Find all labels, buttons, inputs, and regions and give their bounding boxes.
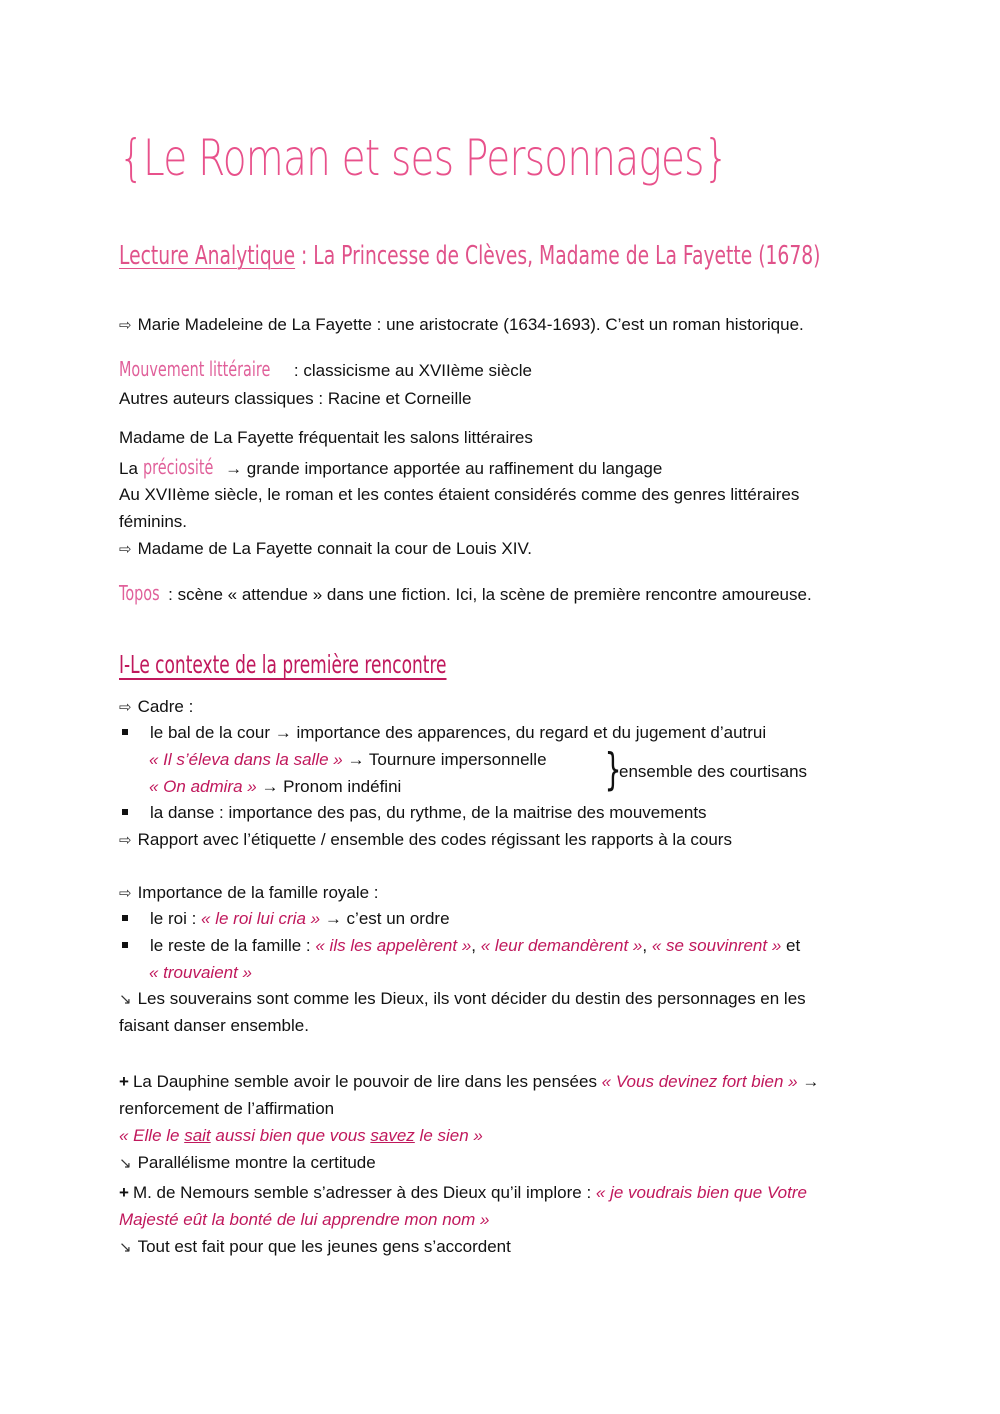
cadre-line: ⇨ Cadre : bbox=[119, 697, 194, 716]
conclusion-line: ↘ Tout est fait pour que les jeunes gens s’accordent bbox=[119, 1237, 511, 1256]
topos-label: Topos bbox=[119, 581, 160, 605]
genres-line-2: féminins. bbox=[119, 512, 188, 531]
bullet-bal: le bal de la cour → importance des apparences, du regard et du jugement d’autrui bbox=[119, 722, 766, 744]
bullet-icon bbox=[122, 915, 128, 921]
topos-line: Topos : scène « attendue » dans une fiction. Ici, la scène de première rencontre amoureuse. bbox=[119, 581, 812, 605]
bullet-icon bbox=[122, 942, 128, 948]
bullet-reste: le reste de la famille : « ils les appelèrent », « leur demandèrent », « se souvinrent » et bbox=[119, 935, 800, 957]
page-title: {Le Roman et ses Personnages} bbox=[119, 129, 728, 187]
down-right-arrow-icon: ↘ bbox=[119, 1154, 132, 1172]
nemours-line-2: Majesté eût la bonté de lui apprendre mon nom » bbox=[119, 1210, 490, 1229]
bullet-icon bbox=[122, 729, 128, 735]
quote-line-1: « Il s’éleva dans la salle » → Tournure impersonnelle bbox=[149, 750, 547, 769]
cour-line: ⇨ Madame de La Fayette connait la cour de Louis XIV. bbox=[119, 539, 532, 558]
dauphine-line-2: renforcement de l’affirmation bbox=[119, 1099, 335, 1118]
etiquette-line: ⇨ Rapport avec l’étiquette / ensemble des codes régissant les rapports à la cours bbox=[119, 830, 732, 849]
hollow-arrow-icon: ⇨ bbox=[119, 884, 132, 902]
plus-icon: + bbox=[119, 1183, 129, 1202]
reste-continuation: « trouvaient » bbox=[149, 963, 253, 982]
nemours-line: + M. de Nemours semble s’adresser à des Dieux qu’il implore : « je voudrais bien que Votre bbox=[119, 1183, 807, 1202]
right-brace-icon: } bbox=[604, 744, 622, 795]
preciosite-label: préciosité bbox=[142, 455, 213, 479]
hollow-arrow-icon: ⇨ bbox=[119, 831, 132, 849]
hollow-arrow-icon: ⇨ bbox=[119, 698, 132, 716]
bullet-roi: le roi : « le roi lui cria » → c’est un ordre bbox=[119, 908, 450, 930]
salons-line: Madame de La Fayette fréquentait les salons littéraires bbox=[119, 428, 533, 447]
author-line: ⇨ Marie Madeleine de La Fayette : une aristocrate (1634-1693). C’est un roman historique. bbox=[119, 315, 804, 334]
brace-label: ensemble des courtisans bbox=[619, 762, 808, 781]
genres-line-1: Au XVIIème siècle, le roman et les contes étaient considérés comme des genres littéraires bbox=[119, 485, 800, 504]
quote-line-2: « On admira » → Pronom indéfini bbox=[149, 777, 402, 796]
souverains-line-2: faisant danser ensemble. bbox=[119, 1016, 309, 1035]
other-authors-line: Autres auteurs classiques : Racine et Corneille bbox=[119, 389, 472, 408]
dauphine-line: + La Dauphine semble avoir le pouvoir de lire dans les pensées « Vous devinez fort bien » → bbox=[119, 1072, 820, 1091]
down-right-arrow-icon: ↘ bbox=[119, 990, 132, 1008]
subtitle-label: Lecture Analytique bbox=[119, 241, 296, 271]
souverains-line-1: ↘ Les souverains sont comme les Dieux, ils vont décider du destin des personnages en les bbox=[119, 989, 806, 1008]
famille-line: ⇨ Importance de la famille royale : bbox=[119, 883, 379, 902]
down-right-arrow-icon: ↘ bbox=[119, 1238, 132, 1256]
movement-line: Mouvement littéraire : classicisme au XVIIème siècle bbox=[119, 357, 533, 381]
subtitle bbox=[119, 240, 820, 272]
bullet-icon bbox=[122, 809, 128, 815]
hollow-arrow-icon: ⇨ bbox=[119, 316, 132, 334]
hollow-arrow-icon: ⇨ bbox=[119, 540, 132, 558]
preciosite-line: La préciosité → grande importance apportée au raffinement du langage bbox=[119, 455, 663, 479]
parallelisme-line: ↘ Parallélisme montre la certitude bbox=[119, 1153, 376, 1172]
subtitle-text: : La Princesse de Clèves, Madame de La Fayette (1678) bbox=[295, 241, 821, 271]
section-heading: I-Le contexte de la première rencontre bbox=[119, 650, 447, 679]
plus-icon: + bbox=[119, 1072, 129, 1091]
movement-label: Mouvement littéraire bbox=[119, 357, 271, 381]
elle-quote-line: « Elle le sait aussi bien que vous savez le sien » bbox=[119, 1126, 483, 1145]
right-arrow-icon: → bbox=[802, 1072, 820, 1091]
bullet-danse: la danse : importance des pas, du rythme, de la maitrise des mouvements bbox=[119, 802, 707, 824]
